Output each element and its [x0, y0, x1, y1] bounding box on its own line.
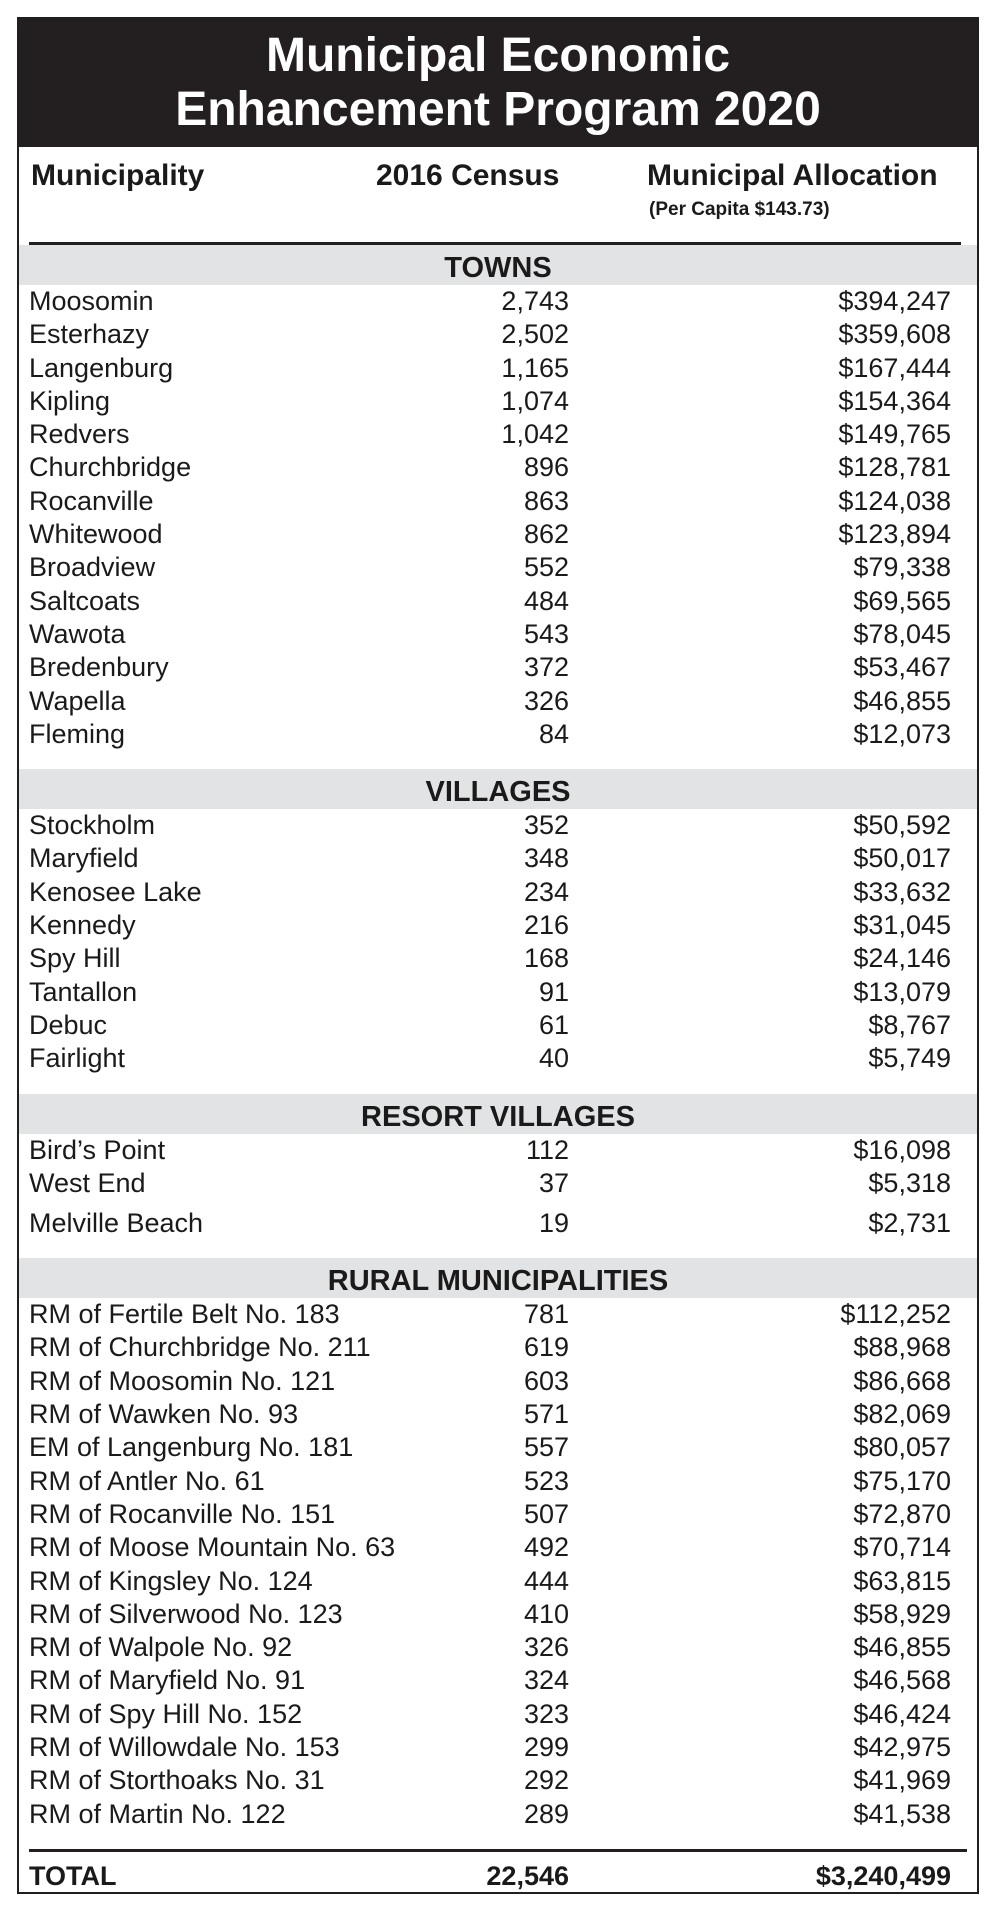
allocation-value: $5,749: [868, 1043, 951, 1074]
allocation-value: $167,444: [838, 352, 951, 383]
municipality-name: RM of Willowdale No. 153: [29, 1731, 340, 1762]
allocation-value: $41,969: [853, 1765, 951, 1796]
census-value: 781: [523, 1299, 569, 1330]
table-row: [19, 842, 977, 875]
table-row: [19, 1167, 977, 1200]
municipality-name: Whitewood: [29, 519, 163, 550]
allocation-value: $128,781: [838, 452, 951, 483]
allocation-value: $63,815: [853, 1565, 951, 1596]
census-value: 292: [523, 1765, 569, 1796]
table-row: [19, 909, 977, 942]
total-allocation: $3,240,499: [815, 1861, 951, 1891]
municipality-name: Broadview: [29, 552, 156, 583]
census-value: 19: [538, 1208, 569, 1239]
census-value: 862: [523, 519, 569, 550]
municipality-name: Kenosee Lake: [29, 876, 202, 907]
municipality-name: RM of Wawken No. 93: [29, 1399, 299, 1430]
municipality-name: Fleming: [29, 718, 126, 749]
census-value: 603: [523, 1365, 569, 1396]
municipality-name: Fairlight: [29, 1043, 126, 1074]
census-value: 492: [523, 1532, 569, 1563]
table-row: [19, 718, 977, 751]
table-row: [19, 1598, 977, 1631]
title-line-1: Municipal Economic: [265, 29, 731, 82]
total-label: TOTAL: [29, 1861, 117, 1891]
census-value: 323: [523, 1698, 569, 1729]
census-value: 571: [523, 1399, 569, 1430]
allocation-value: $16,098: [853, 1134, 951, 1165]
table-row: [19, 318, 977, 351]
table-row: [19, 1398, 977, 1431]
municipality-name: RM of Rocanville No. 151: [29, 1498, 336, 1529]
allocation-value: $8,767: [868, 1009, 951, 1040]
table-row: [19, 1298, 977, 1331]
table-row: [19, 551, 977, 584]
allocation-value: $41,538: [853, 1798, 951, 1829]
document-frame: [17, 17, 979, 1894]
municipality-name: Wawota: [29, 618, 126, 649]
allocation-value: $124,038: [838, 485, 951, 516]
section-heading: RURAL MUNICIPALITIES: [19, 1258, 977, 1298]
municipality-name: Bredenbury: [29, 652, 169, 683]
census-value: 863: [523, 485, 569, 516]
table-row: [19, 1498, 977, 1531]
municipality-name: RM of Walpole No. 92: [29, 1632, 293, 1663]
table-row: [19, 685, 977, 718]
table-row: [19, 1764, 977, 1797]
table-row: [19, 809, 977, 842]
census-value: 507: [523, 1498, 569, 1529]
allocation-value: $86,668: [853, 1365, 951, 1396]
census-value: 326: [523, 685, 569, 716]
municipality-name: Melville Beach: [29, 1208, 204, 1239]
title-banner: [19, 19, 977, 147]
allocation-value: $58,929: [853, 1598, 951, 1629]
column-header-municipality: Municipality: [31, 159, 205, 192]
section-heading: TOWNS: [19, 245, 977, 285]
table-row: [19, 1134, 977, 1167]
table-row: [19, 942, 977, 975]
allocation-value: $123,894: [838, 519, 951, 550]
municipality-name: Bird’s Point: [29, 1134, 166, 1165]
section-heading: VILLAGES: [19, 769, 977, 809]
column-header-allocation: Municipal Allocation: [647, 159, 938, 192]
census-value: 324: [523, 1665, 569, 1696]
allocation-value: $46,855: [853, 685, 951, 716]
census-value: 348: [523, 843, 569, 874]
census-value: 91: [538, 976, 569, 1007]
census-value: 37: [538, 1167, 569, 1198]
allocation-value: $50,017: [853, 843, 951, 874]
municipality-name: Kennedy: [29, 910, 136, 941]
total-rule: [29, 1849, 967, 1852]
municipality-name: RM of Kingsley No. 124: [29, 1565, 313, 1596]
municipality-name: RM of Maryfield No. 91: [29, 1665, 306, 1696]
allocation-value: $12,073: [853, 718, 951, 749]
census-value: 289: [523, 1798, 569, 1829]
allocation-value: $53,467: [853, 652, 951, 683]
allocation-value: $75,170: [853, 1465, 951, 1496]
table-row: [19, 876, 977, 909]
allocation-value: $46,424: [853, 1698, 951, 1729]
allocation-value: $80,057: [853, 1432, 951, 1463]
column-header-census: 2016 Census: [376, 159, 560, 192]
census-value: 1,042: [501, 419, 569, 450]
municipality-name: West End: [29, 1167, 146, 1198]
table-row: [19, 585, 977, 618]
census-value: 2,743: [501, 286, 569, 316]
census-value: 896: [523, 452, 569, 483]
table-row: [19, 1631, 977, 1664]
census-value: 234: [523, 876, 569, 907]
allocation-value: $2,731: [868, 1208, 951, 1239]
allocation-value: $82,069: [853, 1399, 951, 1430]
table-row: [19, 1365, 977, 1398]
municipality-name: RM of Churchbridge No. 211: [29, 1332, 371, 1363]
total-census: 22,546: [486, 1861, 569, 1891]
table-row: [19, 518, 977, 551]
municipality-name: RM of Moose Mountain No. 63: [29, 1532, 396, 1563]
municipality-name: EM of Langenburg No. 181: [29, 1432, 354, 1463]
municipality-name: Tantallon: [29, 976, 138, 1007]
census-value: 557: [523, 1432, 569, 1463]
title-line-2: Enhancement Program 2020: [175, 83, 821, 136]
table-row: [19, 1042, 977, 1075]
allocation-value: $46,855: [853, 1632, 951, 1663]
table-row: [19, 1531, 977, 1564]
allocation-value: $359,608: [838, 319, 951, 350]
census-value: 40: [538, 1043, 569, 1074]
municipality-name: RM of Martin No. 122: [29, 1798, 286, 1829]
allocation-value: $33,632: [853, 876, 951, 907]
total-row: [19, 1859, 977, 1895]
allocation-value: $69,565: [853, 585, 951, 616]
census-value: 326: [523, 1632, 569, 1663]
census-value: 84: [538, 718, 569, 749]
census-value: 112: [525, 1134, 569, 1165]
section-heading: RESORT VILLAGES: [19, 1094, 977, 1134]
census-value: 619: [523, 1332, 569, 1363]
table-row: [19, 1200, 977, 1240]
municipality-name: Wapella: [29, 685, 126, 716]
table-row: [19, 352, 977, 385]
allocation-value: $112,252: [840, 1299, 951, 1330]
section-0: [19, 245, 977, 751]
table-row: [19, 1664, 977, 1697]
table-row: [19, 1798, 977, 1831]
table-row: [19, 451, 977, 484]
census-value: 1,165: [501, 352, 569, 383]
municipality-name: Maryfield: [29, 843, 139, 874]
column-header-allocation-note: (Per Capita $143.73): [649, 199, 830, 220]
allocation-value: $5,318: [868, 1167, 951, 1198]
municipality-name: Redvers: [29, 419, 130, 450]
census-value: 1,074: [501, 385, 569, 416]
table-row: [19, 1465, 977, 1498]
census-value: 61: [538, 1009, 569, 1040]
municipality-name: Kipling: [29, 385, 111, 416]
municipality-name: RM of Storthoaks No. 31: [29, 1765, 325, 1796]
allocation-value: $154,364: [838, 385, 951, 416]
table-row: [19, 485, 977, 518]
census-value: 168: [523, 943, 569, 974]
census-value: 543: [523, 618, 569, 649]
allocation-value: $78,045: [853, 618, 951, 649]
allocation-value: $79,338: [853, 552, 951, 583]
allocation-value: $24,146: [853, 943, 951, 974]
section-2: [19, 1094, 977, 1241]
allocation-value: $46,568: [853, 1665, 951, 1696]
allocation-value: $149,765: [838, 419, 951, 450]
table-row: [19, 1331, 977, 1364]
allocation-value: $42,975: [853, 1731, 951, 1762]
municipality-name: Stockholm: [29, 810, 156, 841]
section-1: [19, 769, 977, 1075]
table-row: [19, 1431, 977, 1464]
table-row: [19, 1698, 977, 1731]
census-value: 216: [523, 910, 569, 941]
allocation-value: $13,079: [853, 976, 951, 1007]
census-value: 410: [523, 1598, 569, 1629]
table-body: [19, 245, 977, 1831]
table-row: [19, 1565, 977, 1598]
allocation-value: $72,870: [853, 1498, 951, 1529]
census-value: 352: [523, 810, 569, 841]
municipality-name: RM of Antler No. 61: [29, 1465, 265, 1496]
table-row: [19, 418, 977, 451]
municipality-name: RM of Spy Hill No. 152: [29, 1698, 303, 1729]
census-value: 552: [523, 552, 569, 583]
allocation-value: $31,045: [853, 910, 951, 941]
municipality-name: Moosomin: [29, 286, 154, 316]
census-value: 299: [523, 1731, 569, 1762]
allocation-value: $70,714: [853, 1532, 951, 1563]
table-row: [19, 651, 977, 684]
table-row: [19, 976, 977, 1009]
municipality-name: Esterhazy: [29, 319, 150, 350]
table-row: [19, 1731, 977, 1764]
municipality-name: Spy Hill: [29, 943, 121, 974]
municipality-name: Churchbridge: [29, 452, 192, 483]
municipality-name: Debuc: [29, 1009, 108, 1040]
census-value: 444: [523, 1565, 569, 1596]
municipality-name: RM of Silverwood No. 123: [29, 1598, 343, 1629]
table-row: [19, 618, 977, 651]
table-row: [19, 385, 977, 418]
census-value: 523: [523, 1465, 569, 1496]
section-3: [19, 1258, 977, 1831]
table-row: [19, 1009, 977, 1042]
municipality-name: Rocanville: [29, 485, 154, 516]
census-value: 2,502: [501, 319, 569, 350]
table-row: [19, 285, 977, 318]
allocation-value: $88,968: [853, 1332, 951, 1363]
municipality-name: Langenburg: [29, 352, 174, 383]
column-headers: [19, 147, 977, 245]
census-value: 484: [523, 585, 569, 616]
municipality-name: Saltcoats: [29, 585, 141, 616]
allocation-value: $394,247: [838, 286, 951, 316]
census-value: 372: [523, 652, 569, 683]
municipality-name: RM of Fertile Belt No. 183: [29, 1299, 340, 1330]
allocation-value: $50,592: [853, 810, 951, 841]
municipality-name: RM of Moosomin No. 121: [29, 1365, 336, 1396]
